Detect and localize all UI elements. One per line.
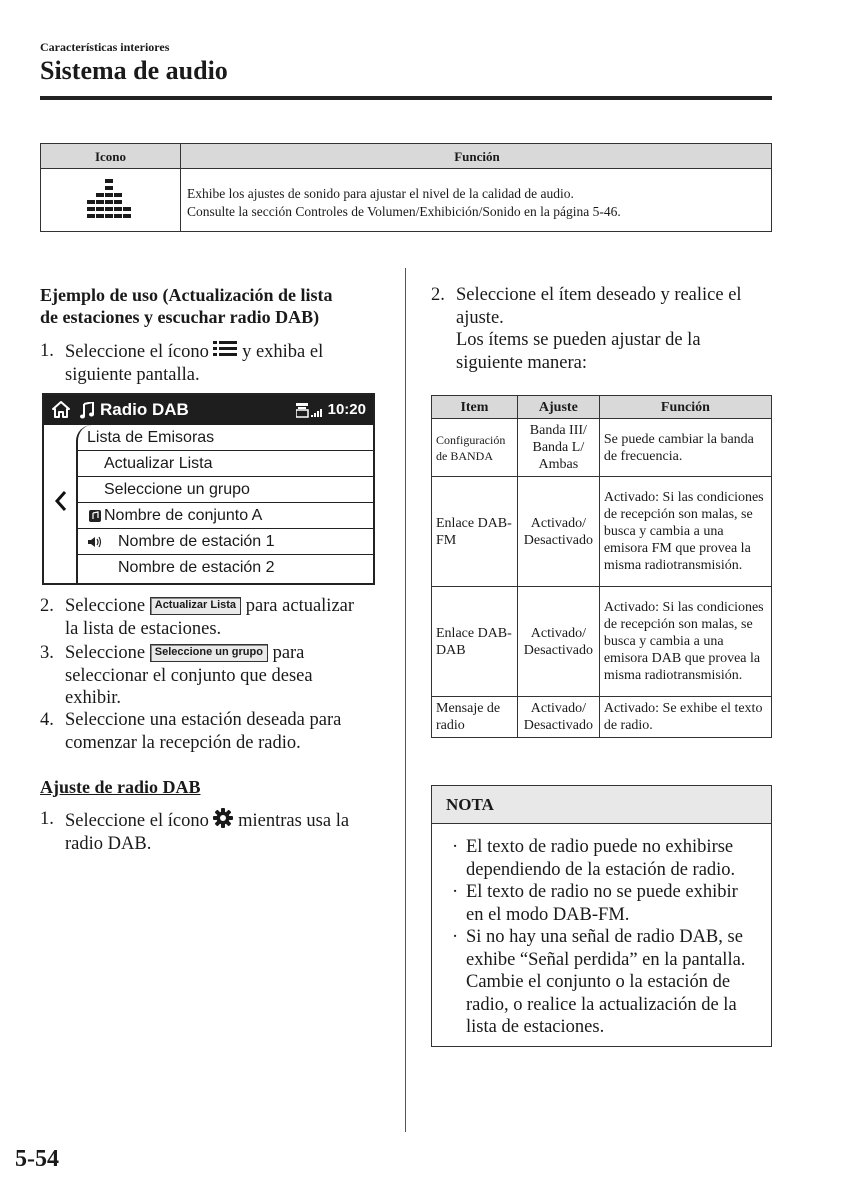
list-item-select-group[interactable] bbox=[78, 477, 373, 503]
step-text: radio DAB. bbox=[65, 833, 152, 854]
screen-title: Radio DAB bbox=[100, 400, 189, 419]
step-text: Los ítems se pueden ajustar de la bbox=[456, 330, 701, 350]
step-text: seleccionar el conjunto que desea bbox=[65, 665, 313, 686]
step-text: exhibir. bbox=[65, 688, 122, 708]
step-text: para bbox=[272, 643, 305, 663]
ensemble-icon bbox=[89, 510, 101, 522]
dab-radio-screen bbox=[42, 393, 375, 585]
list-item-label: Nombre de estación 2 bbox=[118, 559, 275, 576]
settings-table bbox=[431, 395, 772, 738]
step-text: y exhiba el bbox=[242, 342, 324, 362]
list-item-label: Lista de Emisoras bbox=[87, 429, 215, 446]
step-text: Seleccione una estación deseada para bbox=[65, 710, 342, 730]
step-number: 4. bbox=[40, 710, 54, 730]
step-text: siguiente manera: bbox=[456, 352, 587, 373]
step-number: 2. bbox=[40, 596, 54, 616]
table-cell: Activado: Si las condiciones de recepción son malas, se busca y cambia a una emisora DAB que provea la misma radiotransmisión. bbox=[599, 587, 771, 697]
bullet-dot: · bbox=[452, 882, 459, 902]
list-item-station[interactable] bbox=[78, 555, 373, 581]
heading-line: de estaciones y escuchar radio DAB) bbox=[40, 307, 320, 327]
step-text: mientras usa la bbox=[238, 811, 350, 831]
header-function: Función bbox=[599, 396, 771, 419]
step-text: Seleccione el ícono bbox=[65, 811, 209, 831]
step-1 bbox=[40, 340, 385, 386]
bullet-dot: · bbox=[452, 927, 459, 947]
usage-example-heading bbox=[40, 284, 380, 328]
header-setting: Ajuste bbox=[517, 396, 599, 419]
table-header-row bbox=[41, 144, 771, 169]
table-cell: Activado/ Desactivado bbox=[517, 587, 599, 697]
list-item-station[interactable] bbox=[78, 529, 373, 555]
page-number: 5-54 bbox=[15, 1146, 59, 1172]
table-cell: Mensaje de radio bbox=[432, 697, 518, 738]
step-number: 1. bbox=[40, 341, 54, 361]
step-text: Seleccione el ítem deseado y realice el bbox=[456, 285, 742, 305]
speaker-icon bbox=[88, 536, 102, 548]
table-cell: Activado/ Desactivado bbox=[517, 697, 599, 738]
step-2 bbox=[40, 595, 385, 641]
update-list-button[interactable]: Actualizar Lista bbox=[150, 597, 241, 615]
list-icon bbox=[213, 340, 237, 358]
screen-top-bar bbox=[44, 395, 373, 425]
note-text: dependiendo de la estación de radio. bbox=[466, 859, 736, 880]
step-number: 2. bbox=[431, 285, 445, 305]
header-icon: Icono bbox=[94, 149, 127, 164]
table-header-row bbox=[432, 396, 772, 419]
equalizer-icon bbox=[87, 179, 135, 223]
chevron-left-icon[interactable] bbox=[54, 490, 68, 512]
page-title: Sistema de audio bbox=[40, 56, 228, 85]
note-text: exhibe “Señal perdida” en la pantalla. bbox=[466, 949, 746, 970]
list-item-ensemble[interactable] bbox=[78, 503, 373, 529]
step-3 bbox=[40, 642, 385, 710]
note-text: El texto de radio puede no exhibirse bbox=[466, 837, 734, 857]
header-function: Función bbox=[454, 149, 500, 164]
step-right-2 bbox=[431, 284, 776, 376]
dab-settings-heading: Ajuste de radio DAB bbox=[40, 777, 201, 797]
table-cell: Enlace DAB-FM bbox=[432, 477, 518, 587]
column-divider bbox=[180, 144, 181, 231]
note-text: Si no hay una señal de radio DAB, se bbox=[466, 927, 743, 947]
note-box bbox=[431, 785, 772, 1047]
heading-line: Ejemplo de uso (Actualización de lista bbox=[40, 285, 333, 305]
signal-strength-icon bbox=[296, 403, 326, 419]
step-text: comenzar la recepción de radio. bbox=[65, 732, 301, 753]
step-text: la lista de estaciones. bbox=[65, 618, 222, 639]
note-text: radio, o realice la actualización de la bbox=[466, 994, 737, 1015]
gear-icon bbox=[213, 808, 233, 828]
table-cell: Se puede cambiar la banda de frecuencia. bbox=[599, 419, 771, 477]
clock: 10:20 bbox=[327, 401, 366, 418]
section-label: Características interiores bbox=[40, 40, 170, 54]
step-settings-1 bbox=[40, 808, 385, 854]
table-cell: Configuración de BANDA bbox=[432, 419, 518, 477]
header-rule bbox=[40, 96, 772, 100]
list-item-label: Nombre de conjunto A bbox=[104, 507, 263, 524]
table-row bbox=[432, 419, 772, 477]
step-text: siguiente pantalla. bbox=[65, 364, 200, 385]
list-item-update[interactable] bbox=[78, 451, 373, 477]
icon-function-table bbox=[40, 143, 772, 232]
note-title: NOTA bbox=[446, 795, 494, 814]
table-row bbox=[432, 477, 772, 587]
table-cell: Activado/ Desactivado bbox=[517, 477, 599, 587]
note-text: en el modo DAB-FM. bbox=[466, 904, 630, 925]
step-number: 3. bbox=[40, 643, 54, 663]
note-text: El texto de radio no se puede exhibir bbox=[466, 882, 738, 902]
home-icon[interactable] bbox=[52, 401, 70, 418]
table-row bbox=[432, 697, 772, 738]
table-cell: Activado: Si las condiciones de recepción son malas, se busca y cambia a una emisora FM que provea la misma radiotransmisión. bbox=[599, 477, 771, 587]
step-text: Seleccione bbox=[65, 596, 146, 616]
step-text: ajuste. bbox=[456, 307, 504, 328]
description-line: Exhibe los ajustes de sonido para ajustar el nivel de la calidad de audio. bbox=[187, 186, 574, 201]
list-item-header bbox=[78, 425, 373, 451]
bullet-dot: · bbox=[452, 837, 459, 857]
table-cell: Activado: Se exhibe el texto de radio. bbox=[599, 697, 771, 738]
note-text: lista de estaciones. bbox=[466, 1017, 605, 1037]
step-4 bbox=[40, 709, 385, 755]
table-cell: Enlace DAB-DAB bbox=[432, 587, 518, 697]
description-line: Consulte la sección Controles de Volumen/Exhibición/Sonido en la página 5-46. bbox=[187, 204, 621, 219]
music-note-icon bbox=[80, 402, 94, 419]
station-list bbox=[76, 425, 373, 583]
step-number: 1. bbox=[40, 809, 54, 829]
table-row bbox=[432, 587, 772, 697]
note-text: Cambie el conjunto o la estación de bbox=[466, 972, 731, 992]
list-item-label: Nombre de estación 1 bbox=[118, 533, 275, 550]
table-cell: Banda III/ Banda L/ Ambas bbox=[517, 419, 599, 477]
list-item-label: Actualizar Lista bbox=[104, 455, 213, 472]
step-text: Seleccione bbox=[65, 643, 146, 663]
icon-description bbox=[187, 185, 621, 221]
header-item: Item bbox=[432, 396, 518, 419]
select-group-button[interactable]: Seleccione un grupo bbox=[150, 644, 268, 662]
step-text: para actualizar bbox=[245, 596, 355, 616]
note-header bbox=[432, 786, 771, 824]
list-item-label: Seleccione un grupo bbox=[104, 481, 250, 498]
step-text: Seleccione el ícono bbox=[65, 342, 209, 362]
column-divider bbox=[405, 268, 406, 1132]
